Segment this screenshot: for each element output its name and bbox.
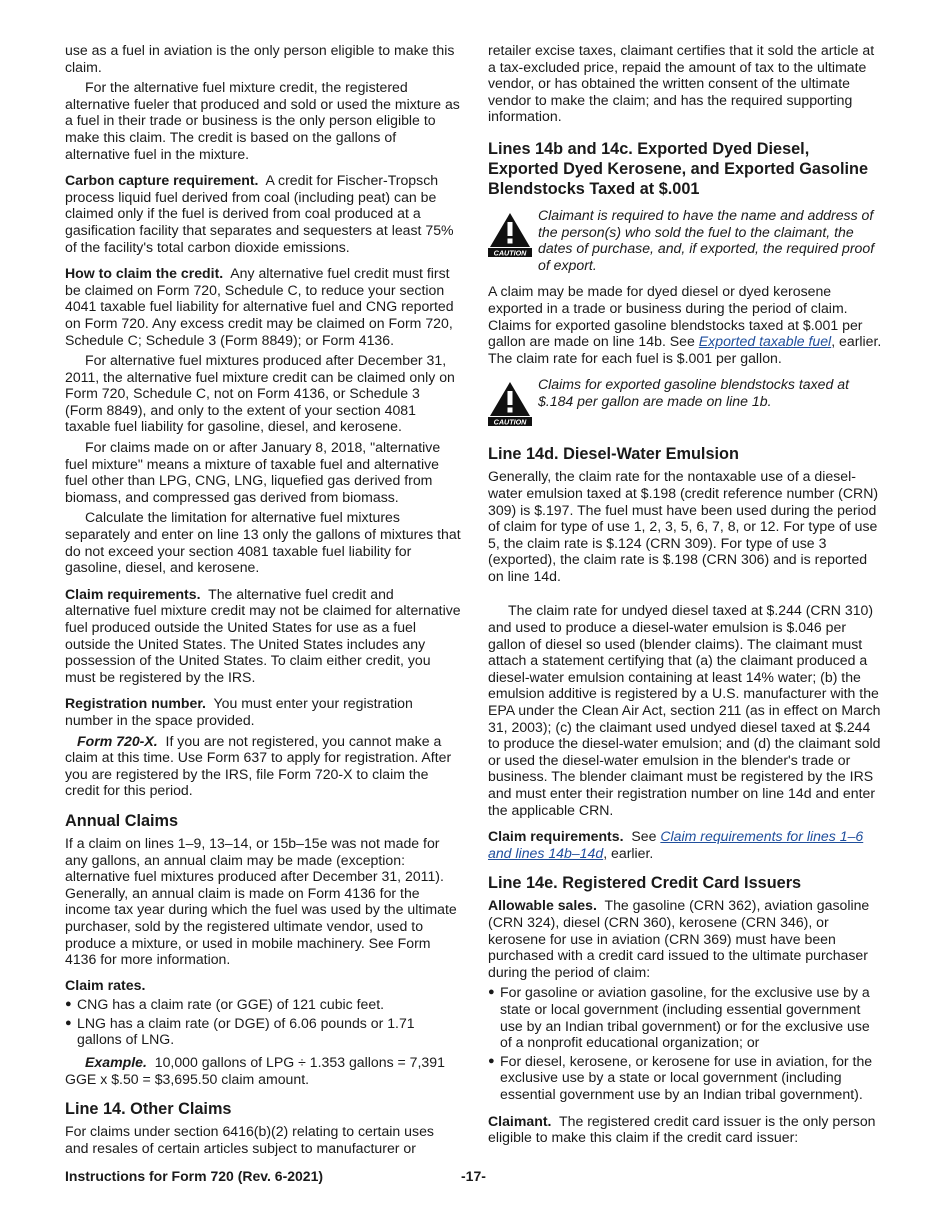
list-item-text: For gasoline or aviation gasoline, for the exclusive use by a state or local government (including essential government use by an Indian tribal government) or for the exclusive use of a nonprofit educational organization; or: [500, 984, 870, 1051]
run-in-heading: Form 720-X.: [77, 732, 158, 749]
paragraph-text: A credit for Fischer-Tropsch process liquid fuel derived from coal (including peat) can be claimed only if the fuel is derived from coal produced at a gasification facility that separates and sequesters at least 75% of the facility's total carbon dioxide emissions.: [65, 172, 454, 255]
run-in-heading: Allowable sales.: [488, 897, 597, 914]
right-column: [488, 42, 884, 1156]
paragraph-text: Any alternative fuel credit must first be claimed on Form 720, Schedule C, to reduce your section 4041 taxable fuel liability for alternative fuel and CNG reported on Form 720. Any excess credit may be claimed on Form 720, Schedule C; Schedule 3 (Form 8849); or Form 4136.: [65, 265, 454, 348]
paragraph-claim-requirements: [488, 828, 884, 861]
link-exported-taxable-fuel[interactable]: Exported taxable fuel: [698, 333, 832, 350]
list-item-text: LNG has a claim rate (or DGE) of 6.06 pounds or 1.71 gallons of LNG.: [77, 1014, 415, 1048]
paragraph: For the alternative fuel mixture credit, the registered alternative fueler that produced and sold or used the mixture as a fuel in their trade or business is the only person eligible to make this claim. The credit is based on the gallons of alternative fuel in the mixture.: [65, 79, 460, 162]
section-heading-annual-claims: Annual Claims: [65, 811, 179, 830]
paragraph-text: A claim may be made for dyed diesel or dyed kerosene exported in a trade or business during the period of claim. Claims for exported gasoline blendstocks taxed at $.001 per gallon are made on line 14b. See: [488, 283, 863, 350]
paragraph-how-to-claim: [65, 265, 461, 348]
paragraph: For claims made on or after January 8, 2018, "alternative fuel mixture" means a mixture of taxable fuel and alternative fuel other than LPG, CNG, LNG, liquefied gas derived from biomass, and compressed gas derived from biomass.: [65, 439, 441, 505]
section-heading-line-14d: Line 14d. Diesel-Water Emulsion: [488, 445, 739, 464]
run-in-heading: Example.: [85, 1054, 147, 1071]
paragraph-text: The gasoline (CRN 362), aviation gasoline (CRN 324), diesel (CRN 360), kerosene (CRN 346), or kerosene for use in aviation (CRN 369) must have been purchased with a credit card issued to the ultimate purchaser during the period of claim:: [488, 897, 870, 980]
run-in-heading: Registration number.: [65, 695, 206, 712]
paragraph-text: , earlier.: [603, 844, 654, 861]
subheading-claim-rates: Claim rates.: [65, 977, 146, 994]
bullet-icon: ●: [65, 1016, 72, 1029]
paragraph: use as a fuel in aviation is the only person eligible to make this claim.: [65, 42, 455, 75]
paragraph: [488, 283, 884, 366]
bullet-icon: ●: [488, 1054, 495, 1067]
paragraph-text: 10,000 gallons of LPG ÷ 1.353 gallons = 7,391 GGE x $.50 = $3,695.50 claim amount.: [65, 1054, 445, 1087]
list-item-text: CNG has a claim rate (or GGE) of 121 cubic feet.: [77, 996, 385, 1013]
run-in-heading: Claimant.: [488, 1112, 552, 1129]
section-heading-lines-14b-14c: Lines 14b and 14c. Exported Dyed Diesel, Exported Dyed Kerosene, and Exported Gasoline Blendstocks Taxed at $.001: [488, 139, 868, 198]
paragraph: The claim rate for undyed diesel taxed at $.244 (CRN 310) and used to produce a diesel-water emulsion is $.046 per gallon of diesel so used (blender claims). The claimant must attach a statement certifying that (a) the claimant produced a diesel-water emulsion containing at least 14% water; (b) the emulsion additive is registered by a U.S. manufacturer with the EPA under the Clean Air Act, section 211 (as in effect on March 31, 2003); (c) the claimant used undyed diesel taxed at $.244 to produce the diesel-water emulsion; and (d) the claimant sold or used the diesel-water emulsion in the blender's trade or business. The blender claimant must be registered by the IRS and must enter their registration number on line 14d and enter the applicable CRN.: [488, 602, 881, 818]
run-in-heading: How to claim the credit.: [65, 265, 224, 282]
link-claim-requirements[interactable]: Claim requirements for lines 1–6 and lines 14b–14d: [488, 828, 864, 861]
paragraph-registration-number: [65, 695, 461, 728]
paragraph-claimant: [488, 1113, 884, 1146]
paragraph-claim-requirements: [65, 586, 461, 686]
caution-label: CAUTION: [493, 417, 527, 427]
paragraph: For claims under section 6416(b)(2) relating to certain uses and resales of certain articles subject to manufacturer or: [65, 1123, 434, 1156]
caution-icon: [488, 380, 532, 426]
page-number: -17-: [461, 1168, 486, 1184]
paragraph: If a claim on lines 1–9, 13–14, or 15b–15e was not made for any gallons, an annual claim may be made (exception: alternative fuel mixtures produced after December 31, 2011). Generally, an annual claim is made on Form 4136 for the income tax year during which the fuel was used by the ultimate purchaser, sold by the registered ultimate vendor, used to produce a mixture, or used in mobile machinery. See Form 4136 for more information.: [65, 834, 457, 968]
page-footer: [65, 1168, 885, 1184]
list-item: [65, 1015, 461, 1048]
list-item: [488, 1053, 884, 1103]
paragraph-text: See: [631, 828, 657, 845]
paragraph-text: You must enter your registration number in the space provided.: [65, 695, 413, 728]
list-item-text: For diesel, kerosene, or kerosene for use in aviation, for the exclusive use by a state or local government (including essential government use by an Indian tribal government).: [500, 1052, 873, 1102]
footer-title: Instructions for Form 720 (Rev. 6-2021): [65, 1168, 324, 1184]
left-column: [65, 42, 461, 1166]
caution-note: [488, 207, 884, 273]
paragraph: Generally, the claim rate for the nontaxable use of a diesel-water emulsion taxed at $.198 (credit reference number (CRN) 309) is $.197. The fuel must have been used during the period of claim for type of use 1, 2, 3, 5, 6, 7, 8, or 12. For type of use 5, the claim rate is $.124 (CRN 309). For type of use 3 (exported), the claim rate is $.198 (CRN 306) and is reported on line 14d.: [488, 468, 879, 584]
caution-text: Claims for exported gasoline blendstocks taxed at $.184 per gallon are made on line 1b.: [538, 376, 850, 409]
paragraph-text: , earlier. The claim rate for each fuel is $.001 per gallon.: [488, 333, 882, 366]
bullet-icon: ●: [488, 986, 495, 999]
list-item: [65, 996, 461, 1013]
section-heading-line-14: Line 14. Other Claims: [65, 1100, 232, 1119]
run-in-heading: Carbon capture requirement.: [65, 172, 259, 189]
paragraph-text: The registered credit card issuer is the only person eligible to make this claim if the credit card issuer:: [488, 1112, 876, 1146]
paragraph-form-720x: [65, 733, 461, 799]
caution-label: CAUTION: [493, 248, 527, 257]
paragraph: retailer excise taxes, claimant certifies that it sold the article at a tax-excluded price, repaid the amount of tax to the ultimate vendor, or has obtained the written consent of the ultimate vendor to make the claim; and has the required supporting information.: [488, 42, 875, 125]
section-heading-line-14e: Line 14e. Registered Credit Card Issuers: [488, 874, 802, 893]
bullet-icon: ●: [65, 998, 72, 1011]
caution-note: [488, 376, 884, 426]
caution-text: Claimant is required to have the name and address of the person(s) who sold the fuel to the claimant, the dates of purchase, and, if exported, the required proof of export.: [538, 206, 875, 273]
caution-icon: [488, 211, 532, 257]
list-item: [488, 984, 884, 1050]
paragraph-text: If you are not registered, you cannot make a claim at this time. Use Form 637 to apply for registration. After you are registered by the IRS, file Form 720-X to claim the credit for this period.: [65, 732, 452, 799]
paragraph: For alternative fuel mixtures produced after December 31, 2011, the alternative fuel mixture credit can be claimed only on Form 720, Schedule C, not on Form 4136, or Schedule 3 (Form 8849), and only to the extent of your section 4081 taxable fuel liability for gasoline, diesel, and kerosene.: [65, 352, 455, 435]
paragraph-carbon-capture: [65, 172, 461, 255]
paragraph-allowable-sales: [488, 897, 884, 980]
run-in-heading: Claim requirements.: [65, 585, 201, 602]
paragraph-text: The alternative fuel credit and alternative fuel mixture credit may not be claimed for alternative fuel produced outside the United States for use as a fuel outside the United States. The United States includes any possession of the United States. To claim either credit, you must be registered by the IRS.: [65, 585, 461, 685]
run-in-heading: Claim requirements.: [488, 828, 624, 845]
paragraph-example: [65, 1054, 461, 1087]
paragraph: Calculate the limitation for alternative fuel mixtures separately and enter on line 13 only the gallons of mixtures that do not exceed your section 4081 taxable fuel liability for gasoline, diesel, and kerosene.: [65, 509, 461, 576]
